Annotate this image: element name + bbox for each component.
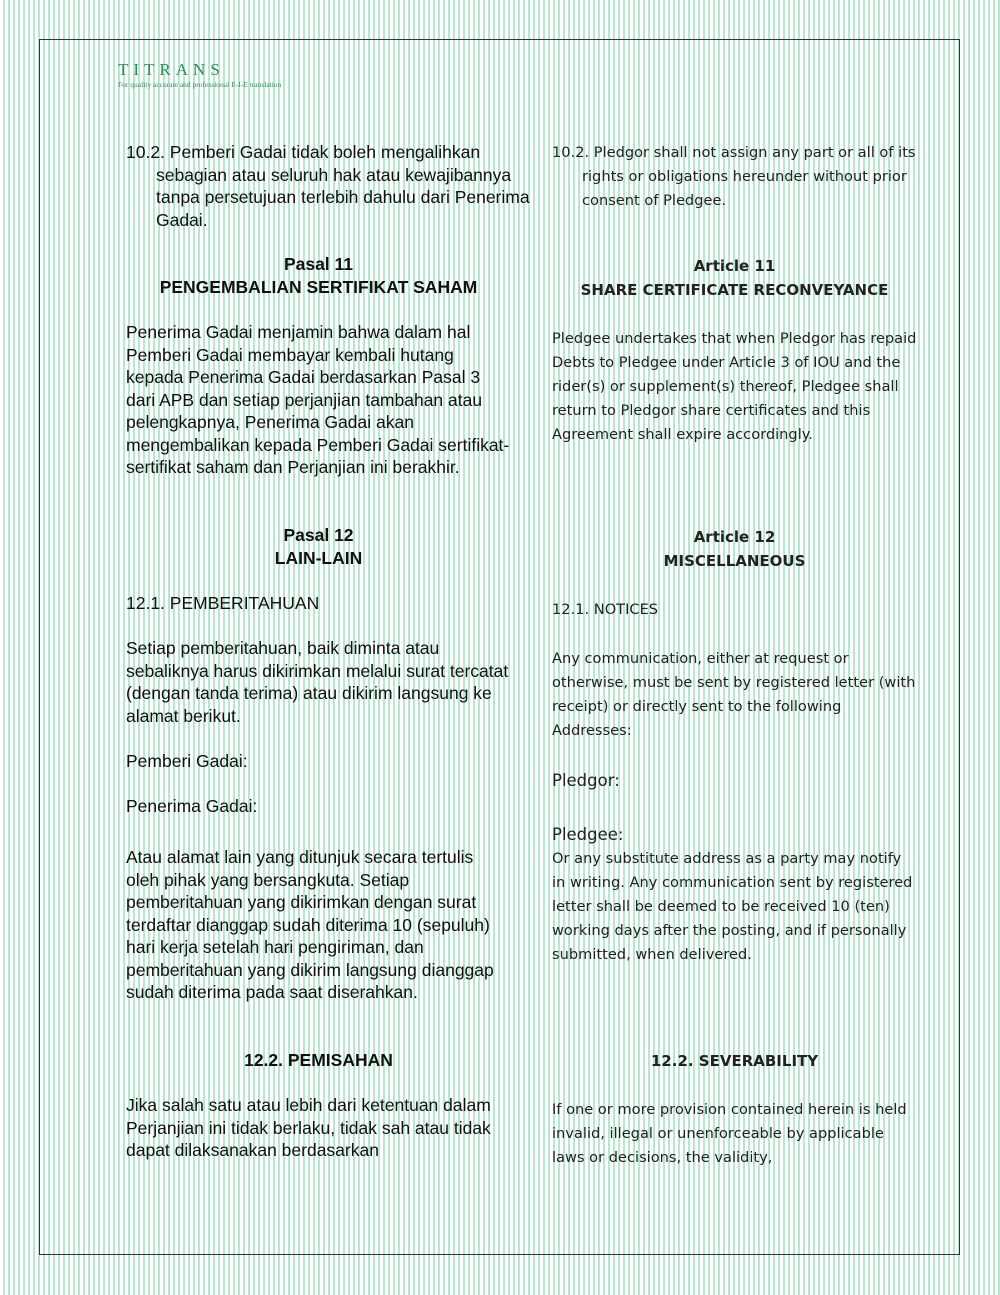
article-12-number-en: Article 12 bbox=[693, 528, 776, 546]
clause-12-2-heading-en: 12.2. SEVERABILITY bbox=[650, 1052, 819, 1070]
clause-12-1-heading-en: 12.1. NOTICES bbox=[552, 601, 659, 618]
titrans-logo bbox=[118, 60, 281, 89]
article-11-number-id: Pasal 11 bbox=[283, 254, 354, 274]
clause-10-2-id: 10.2. Pemberi Gadai tidak boleh mengalihkan sebagian atau seluruh hak atau kewajibannya tanpa persetujuan terlebih dahulu dari Penerima Gadai. bbox=[126, 142, 530, 230]
logo-tagline: For quality accurate and professional E-I-E translation bbox=[118, 80, 282, 89]
article-11-body-id: Penerima Gadai menjamin bahwa dalam hal Pemberi Gadai membayar kembali hutang kepada Penerima Gadai berdasarkan Pasal 3 dari APB dan setiap perjanjian tambahan atau pelengkapnya, Penerima Gadai akan mengembalikan kepada Pemberi Gadai sertifikat-sertifikat saham dan Perjanjian ini berakhir. bbox=[126, 322, 510, 477]
pledgor-label-en: Pledgor: bbox=[552, 771, 620, 790]
substitute-address-id: Atau alamat lain yang ditunjuk secara tertulis oleh pihak yang bersangkuta. Setiap pemberitahuan yang dikirimkan dengan surat terdaftar dianggap sudah diterima 10 (sepuluh) hari kerja setelah hari pengiriman, dan pemberitahuan yang dikirim langsung dianggap sudah diterima pada saat diserahkan. bbox=[126, 847, 494, 1002]
substitute-address-en: Or any substitute address as a party may notify in writing. Any communication sent by registered letter shall be deemed to be received 10 (ten) working days after the posting, and if personally submitted, when delivered. bbox=[552, 850, 913, 963]
notice-body-en: Any communication, either at request or otherwise, must be sent by registered letter (with receipt) or directly sent to the following Addresses: bbox=[552, 650, 916, 739]
article-11-title-en: SHARE CERTIFICATE RECONVEYANCE bbox=[580, 281, 889, 299]
clause-10-2-en: 10.2. Pledgor shall not assign any part or all of its rights or obligations hereunder without prior consent of Pledgee. bbox=[552, 144, 916, 209]
severability-body-id: Jika salah satu atau lebih dari ketentuan dalam Perjanjian ini tidak berlaku, tidak sah atau tidak dapat dilaksanakan berdasarkan bbox=[126, 1095, 491, 1160]
article-11-title-id: PENGEMBALIAN SERTIFIKAT SAHAM bbox=[159, 277, 478, 297]
clause-12-2-heading-id: 12.2. PEMISAHAN bbox=[244, 1050, 393, 1070]
logo-title: TITRANS bbox=[118, 60, 225, 79]
article-12-number-id: Pasal 12 bbox=[283, 525, 354, 545]
article-12-title-id: LAIN-LAIN bbox=[274, 548, 363, 568]
clause-12-1-heading-id: 12.1. PEMBERITAHUAN bbox=[126, 593, 320, 613]
pledgee-label-en: Pledgee: bbox=[552, 825, 624, 844]
pledgor-label-id: Pemberi Gadai: bbox=[126, 751, 248, 771]
severability-body-en: If one or more provision contained herein is held invalid, illegal or unenforceable by applicable laws or decisions, the validity, bbox=[552, 1101, 907, 1166]
pledgee-label-id: Penerima Gadai: bbox=[126, 796, 258, 816]
article-11-number-en: Article 11 bbox=[693, 257, 776, 275]
article-11-body-en: Pledgee undertakes that when Pledgor has repaid Debts to Pledgee under Article 3 of IOU and the rider(s) or supplement(s) thereof, Pledgee shall return to Pledgor share certificates and this Agreement shall expire accordingly. bbox=[552, 330, 917, 443]
notice-body-id: Setiap pemberitahuan, baik diminta atau sebaliknya harus dikirimkan melalui surat tercatat (dengan tanda terima) atau dikirim langsung ke alamat berikut. bbox=[126, 638, 509, 726]
article-12-title-en: MISCELLANEOUS bbox=[663, 552, 806, 570]
